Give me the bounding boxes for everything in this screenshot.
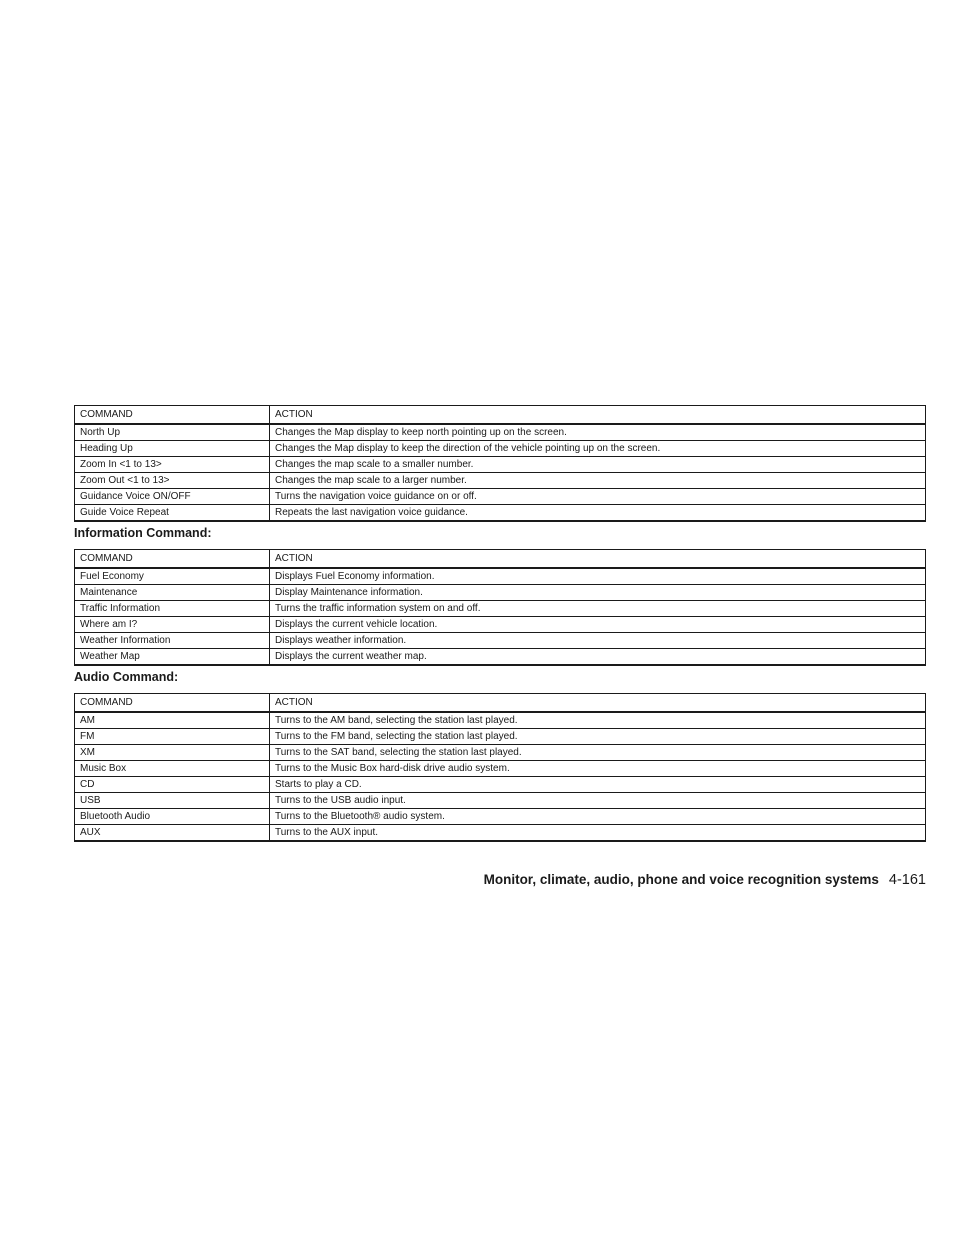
table-row bbox=[75, 809, 926, 825]
action-cell: Displays Fuel Economy information. bbox=[270, 568, 926, 585]
command-cell: Traffic Information bbox=[75, 601, 270, 617]
column-header-action: ACTION bbox=[270, 406, 926, 425]
table-row bbox=[75, 568, 926, 585]
action-cell: Changes the Map display to keep north pointing up on the screen. bbox=[270, 424, 926, 441]
audio-command-heading: Audio Command: bbox=[74, 670, 179, 684]
command-cell: AUX bbox=[75, 825, 270, 842]
section-title: Monitor, climate, audio, phone and voice recognition systems bbox=[483, 872, 879, 887]
action-cell: Turns the traffic information system on and off. bbox=[270, 601, 926, 617]
action-cell: Turns to the FM band, selecting the station last played. bbox=[270, 729, 926, 745]
column-header-action: ACTION bbox=[270, 694, 926, 713]
command-cell: Zoom In <1 to 13> bbox=[75, 457, 270, 473]
table-row bbox=[75, 473, 926, 489]
audio-command-table bbox=[74, 693, 926, 842]
table-row bbox=[75, 729, 926, 745]
command-cell: FM bbox=[75, 729, 270, 745]
table-header-row bbox=[75, 694, 926, 713]
command-cell: CD bbox=[75, 777, 270, 793]
command-cell: Guidance Voice ON/OFF bbox=[75, 489, 270, 505]
action-cell: Displays weather information. bbox=[270, 633, 926, 649]
command-cell: Maintenance bbox=[75, 585, 270, 601]
action-cell: Starts to play a CD. bbox=[270, 777, 926, 793]
table-row bbox=[75, 712, 926, 729]
table-row bbox=[75, 489, 926, 505]
table-row bbox=[75, 424, 926, 441]
command-cell: Zoom Out <1 to 13> bbox=[75, 473, 270, 489]
information-command-heading: Information Command: bbox=[74, 526, 212, 540]
column-header-command: COMMAND bbox=[75, 550, 270, 569]
action-cell: Turns to the USB audio input. bbox=[270, 793, 926, 809]
action-cell: Displays the current vehicle location. bbox=[270, 617, 926, 633]
action-cell: Changes the map scale to a larger number. bbox=[270, 473, 926, 489]
command-cell: USB bbox=[75, 793, 270, 809]
command-cell: Where am I? bbox=[75, 617, 270, 633]
table-row bbox=[75, 441, 926, 457]
table-row bbox=[75, 745, 926, 761]
table-header-row bbox=[75, 406, 926, 425]
table-header-row bbox=[75, 550, 926, 569]
action-cell: Turns to the Music Box hard-disk drive audio system. bbox=[270, 761, 926, 777]
table-row bbox=[75, 457, 926, 473]
table-row bbox=[75, 649, 926, 666]
action-cell: Turns to the AM band, selecting the station last played. bbox=[270, 712, 926, 729]
command-cell: Guide Voice Repeat bbox=[75, 505, 270, 522]
command-cell: AM bbox=[75, 712, 270, 729]
action-cell: Repeats the last navigation voice guidance. bbox=[270, 505, 926, 522]
command-cell: Fuel Economy bbox=[75, 568, 270, 585]
table-row bbox=[75, 793, 926, 809]
page-number: 4-161 bbox=[888, 872, 926, 888]
page-footer bbox=[484, 871, 926, 889]
table-row bbox=[75, 777, 926, 793]
column-header-command: COMMAND bbox=[75, 406, 270, 425]
column-header-action: ACTION bbox=[270, 550, 926, 569]
table-row bbox=[75, 505, 926, 522]
action-cell: Turns the navigation voice guidance on or off. bbox=[270, 489, 926, 505]
column-header-command: COMMAND bbox=[75, 694, 270, 713]
table-row bbox=[75, 585, 926, 601]
command-cell: North Up bbox=[75, 424, 270, 441]
table-row bbox=[75, 825, 926, 842]
table-row bbox=[75, 761, 926, 777]
command-cell: Heading Up bbox=[75, 441, 270, 457]
table-row bbox=[75, 633, 926, 649]
command-cell: Weather Map bbox=[75, 649, 270, 666]
action-cell: Turns to the Bluetooth® audio system. bbox=[270, 809, 926, 825]
command-cell: Bluetooth Audio bbox=[75, 809, 270, 825]
action-cell: Changes the map scale to a smaller number. bbox=[270, 457, 926, 473]
table-row bbox=[75, 601, 926, 617]
action-cell: Displays the current weather map. bbox=[270, 649, 926, 666]
command-cell: Weather Information bbox=[75, 633, 270, 649]
action-cell: Display Maintenance information. bbox=[270, 585, 926, 601]
action-cell: Turns to the SAT band, selecting the station last played. bbox=[270, 745, 926, 761]
action-cell: Turns to the AUX input. bbox=[270, 825, 926, 842]
map-command-table bbox=[74, 405, 926, 522]
action-cell: Changes the Map display to keep the direction of the vehicle pointing up on the screen. bbox=[270, 441, 926, 457]
information-command-table bbox=[74, 549, 926, 666]
command-cell: XM bbox=[75, 745, 270, 761]
table-row bbox=[75, 617, 926, 633]
command-cell: Music Box bbox=[75, 761, 270, 777]
